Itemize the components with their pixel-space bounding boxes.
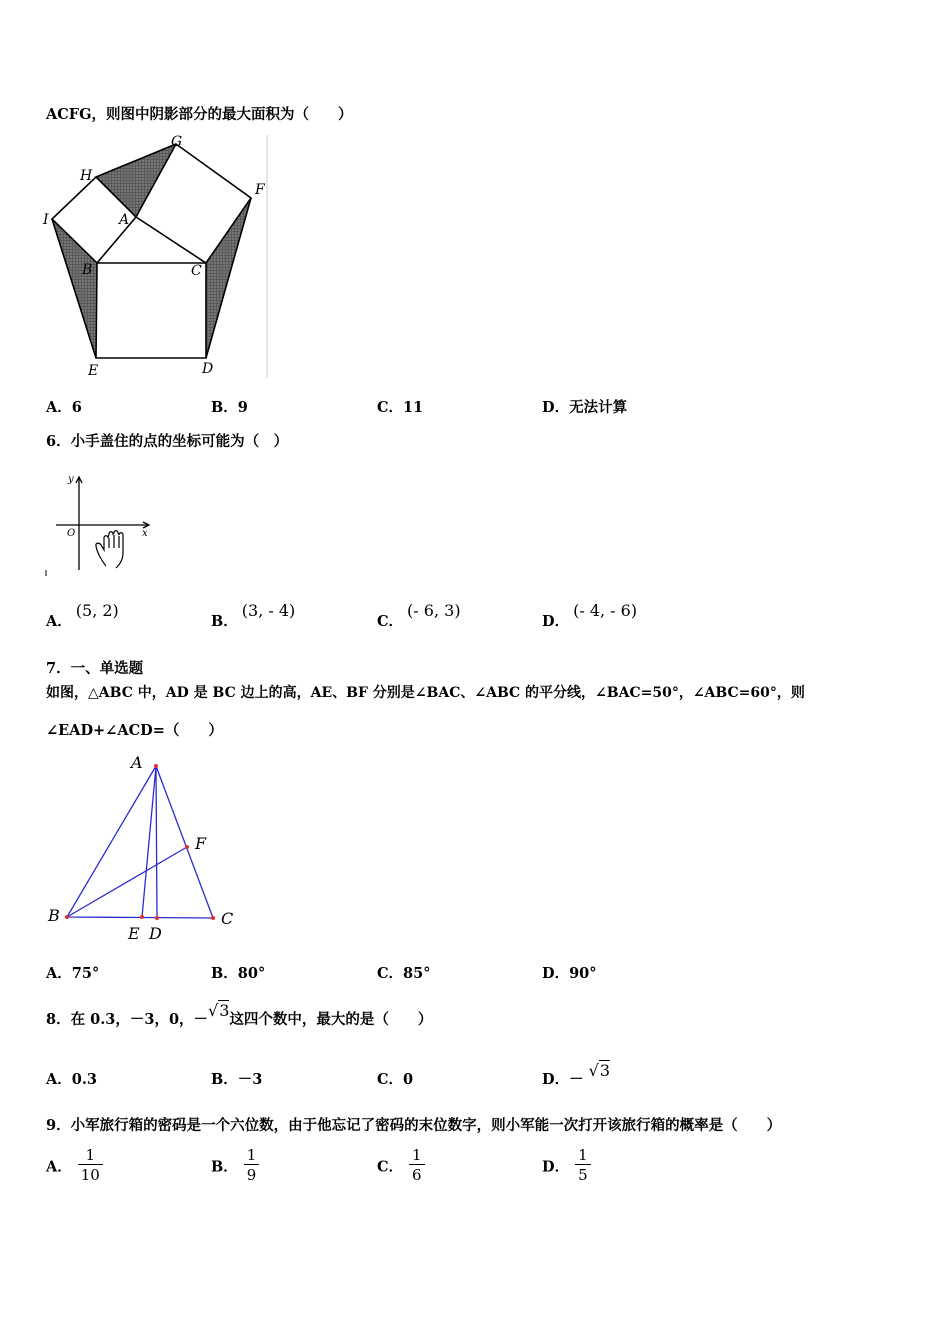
label-F: F <box>255 182 265 198</box>
label-I: I <box>43 212 49 228</box>
q5-figure <box>40 130 280 380</box>
axis-label-o: O <box>67 528 76 539</box>
label-A: A <box>131 753 143 772</box>
sqrt-expression: √3 <box>208 1001 230 1020</box>
label-G: G <box>171 134 183 150</box>
label-E: E <box>88 363 99 379</box>
label-D: D <box>202 361 214 377</box>
label-D: D <box>149 924 162 943</box>
label-B: B <box>82 262 93 278</box>
label-C: C <box>221 909 234 928</box>
q9-option-b[interactable]: B． $\frac{1}{9}$ <box>211 1148 259 1187</box>
q9-option-d[interactable]: D． $\frac{1}{5}$ <box>542 1148 591 1187</box>
label-B: B <box>48 906 60 925</box>
q7-option-d[interactable]: D．90° <box>542 965 597 982</box>
q5-option-a[interactable]: A．6 <box>46 399 82 416</box>
hand-icon <box>96 531 123 568</box>
axis-label-y: y <box>68 474 74 485</box>
q9-option-c[interactable]: C． $\frac{1}{6}$ <box>377 1148 425 1187</box>
q7-stem-line1: 如图，△ABC 中，AD 是 BC 边上的高，AE、BF 分别是∠BAC、∠ABC 的平分线，∠BAC=50°，∠ABC=60°，则 <box>46 685 805 701</box>
label-A: A <box>119 212 130 228</box>
label-F: F <box>195 834 207 853</box>
q8-option-d[interactable]: D．－ √3 <box>542 1061 611 1088</box>
q7-option-a[interactable]: A．75° <box>46 965 100 982</box>
q7-option-c[interactable]: C．85° <box>377 965 431 982</box>
q8-option-a[interactable]: A．0.3 <box>46 1071 97 1088</box>
fraction: $\frac{1}{6}$ <box>409 1146 425 1185</box>
q7-section-title: 7．一、单选题 <box>46 660 144 677</box>
q8-stem: 8．在 0.3，－3，0，－√3这四个数中，最大的是（ ） <box>46 1001 433 1028</box>
shade-hag <box>96 144 176 217</box>
q7-stem-line2: ∠EAD+∠ACD=（ ） <box>46 722 223 739</box>
label-C: C <box>191 263 202 279</box>
q8-option-b[interactable]: B．－3 <box>211 1071 263 1088</box>
q6-option-c[interactable]: C．(- 6, 3) <box>377 601 461 630</box>
q5-option-c[interactable]: C．11 <box>377 399 424 416</box>
q6-option-b[interactable]: B．(3, - 4) <box>211 601 296 630</box>
q5-option-b[interactable]: B．9 <box>211 399 248 416</box>
q6-option-d[interactable]: D．(- 4, - 6) <box>542 601 638 630</box>
q9-option-a[interactable]: A． $\frac{1}{10}$ <box>46 1148 103 1187</box>
fraction: $\frac{1}{10}$ <box>78 1146 103 1185</box>
q6-stem: 6．小手盖住的点的坐标可能为（ ） <box>46 433 289 450</box>
fraction: $\frac{1}{9}$ <box>244 1146 260 1185</box>
axis-label-x: x <box>142 528 148 539</box>
q6-figure <box>44 472 154 580</box>
q5-option-d[interactable]: D．无法计算 <box>542 399 628 416</box>
q7-option-b[interactable]: B．80° <box>211 965 266 982</box>
label-H: H <box>80 168 93 184</box>
q9-stem: 9．小军旅行箱的密码是一个六位数，由于他忘记了密码的末位数字，则小军能一次打开该旅行箱的概率是（ ） <box>46 1117 782 1134</box>
q5-stem: ACFG，则图中阴影部分的最大面积为（ ） <box>46 106 353 123</box>
q7-figure <box>44 750 244 948</box>
q8-option-c[interactable]: C．0 <box>377 1071 414 1088</box>
label-E: E <box>128 924 140 943</box>
q6-option-a[interactable]: A．(5, 2) <box>46 601 119 630</box>
fraction: $\frac{1}{5}$ <box>575 1146 591 1185</box>
